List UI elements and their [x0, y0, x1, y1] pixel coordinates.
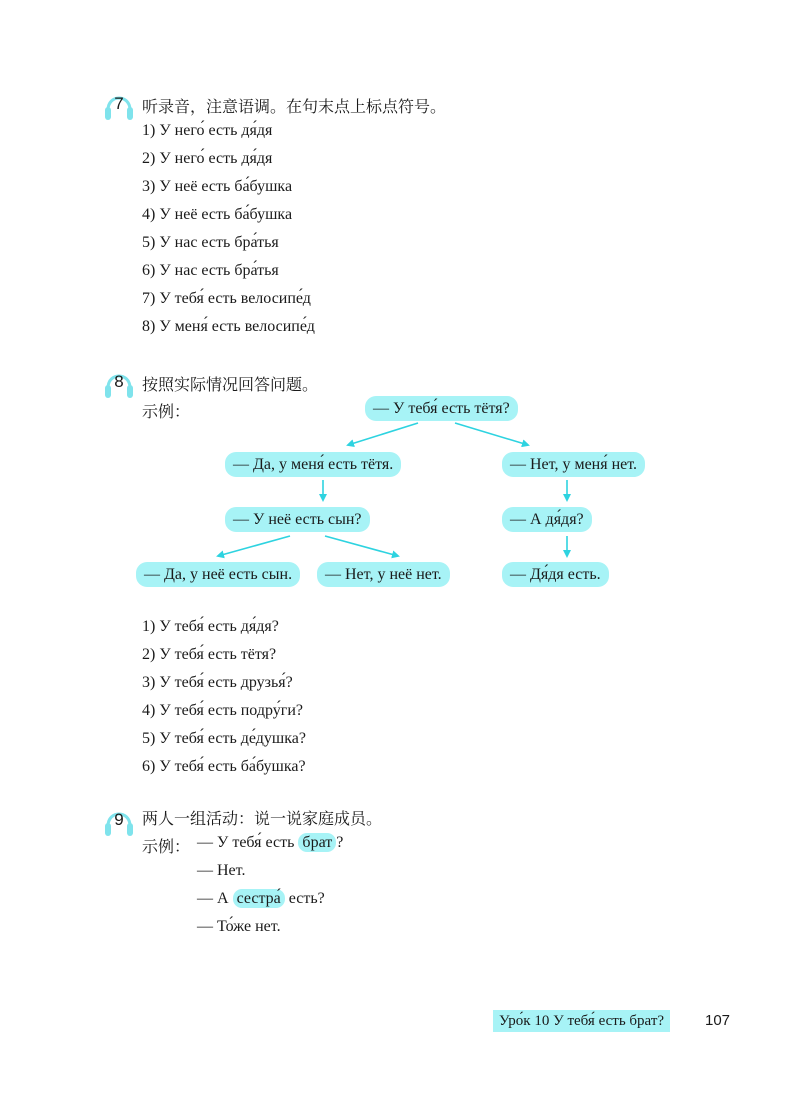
list-item: 2) У него́ есть дя́дя: [142, 150, 273, 167]
dialogue-text: есть?: [284, 890, 325, 907]
dialogue-line-2: — Нет.: [197, 862, 246, 879]
list-item: 3) У неё есть ба́бушка: [142, 178, 293, 195]
list-item: 5) У тебя́ есть де́душка?: [142, 730, 306, 747]
tree-uncle-yes: — Дя́дя есть.: [502, 562, 609, 587]
exercise-number: 9: [114, 810, 124, 829]
example-label: 示例：: [142, 402, 191, 421]
tree-son-yes: — Да, у неё есть сын.: [136, 562, 300, 587]
list-item: 4) У тебя́ есть подру́ги?: [142, 702, 303, 719]
dialogue-text: — А: [197, 890, 233, 907]
page-number: 107: [705, 1012, 731, 1029]
tree-son-question: — У неё есть сын?: [225, 507, 370, 532]
footer-lesson-title: Уро́к 10 У тебя́ есть брат?: [493, 1010, 670, 1032]
highlighted-word: брат: [298, 833, 336, 852]
list-item: 7) У тебя́ есть велосипе́д: [142, 290, 311, 307]
tree-root-question: — У тебя́ есть тётя?: [365, 396, 518, 421]
exercise-7-instruction: 听录音，注意语调。在句末点上标点符号。: [142, 97, 447, 116]
arrow-son-to-no: [325, 536, 398, 556]
list-item: 2) У тебя́ есть тётя?: [142, 646, 277, 663]
tree-uncle-question: — А дя́дя?: [502, 507, 592, 532]
arrow-root-to-no: [455, 423, 528, 445]
dialogue-text: — У тебя́ есть: [197, 834, 299, 851]
list-item: 1) У него́ есть дя́дя: [142, 122, 273, 139]
tree-answer-no: — Нет, у меня́ нет.: [502, 452, 645, 477]
dialogue-line-4: — То́же нет.: [197, 918, 281, 935]
list-item: 1) У тебя́ есть дя́дя?: [142, 618, 279, 635]
exercise-number: 7: [114, 94, 124, 113]
list-item: 6) У тебя́ есть ба́бушка?: [142, 758, 306, 775]
arrow-root-to-yes: [348, 423, 418, 445]
dialogue-line-3: [197, 890, 325, 908]
exercise-8-instruction: 按照实际情况回答问题。: [142, 375, 319, 394]
arrow-son-to-yes: [218, 536, 290, 556]
highlighted-word: сестра́: [233, 889, 285, 908]
dialogue-text: ?: [336, 834, 344, 851]
exercise-9-instruction: 两人一组活动：说一说家庭成员。: [142, 809, 383, 828]
tree-answer-yes: — Да, у меня́ есть тётя.: [225, 452, 401, 477]
list-item: 4) У неё есть ба́бушка: [142, 206, 293, 223]
list-item: 3) У тебя́ есть друзья́?: [142, 674, 293, 691]
tree-son-no: — Нет, у неё нет.: [317, 562, 450, 587]
dialogue-line-1: [197, 834, 343, 852]
example-label: 示例：: [142, 837, 191, 856]
list-item: 5) У нас есть бра́тья: [142, 234, 279, 251]
exercise-number: 8: [114, 372, 124, 391]
list-item: 6) У нас есть бра́тья: [142, 262, 279, 279]
list-item: 8) У меня́ есть велосипе́д: [142, 318, 315, 335]
exercise-9-number-badge: [104, 802, 134, 842]
